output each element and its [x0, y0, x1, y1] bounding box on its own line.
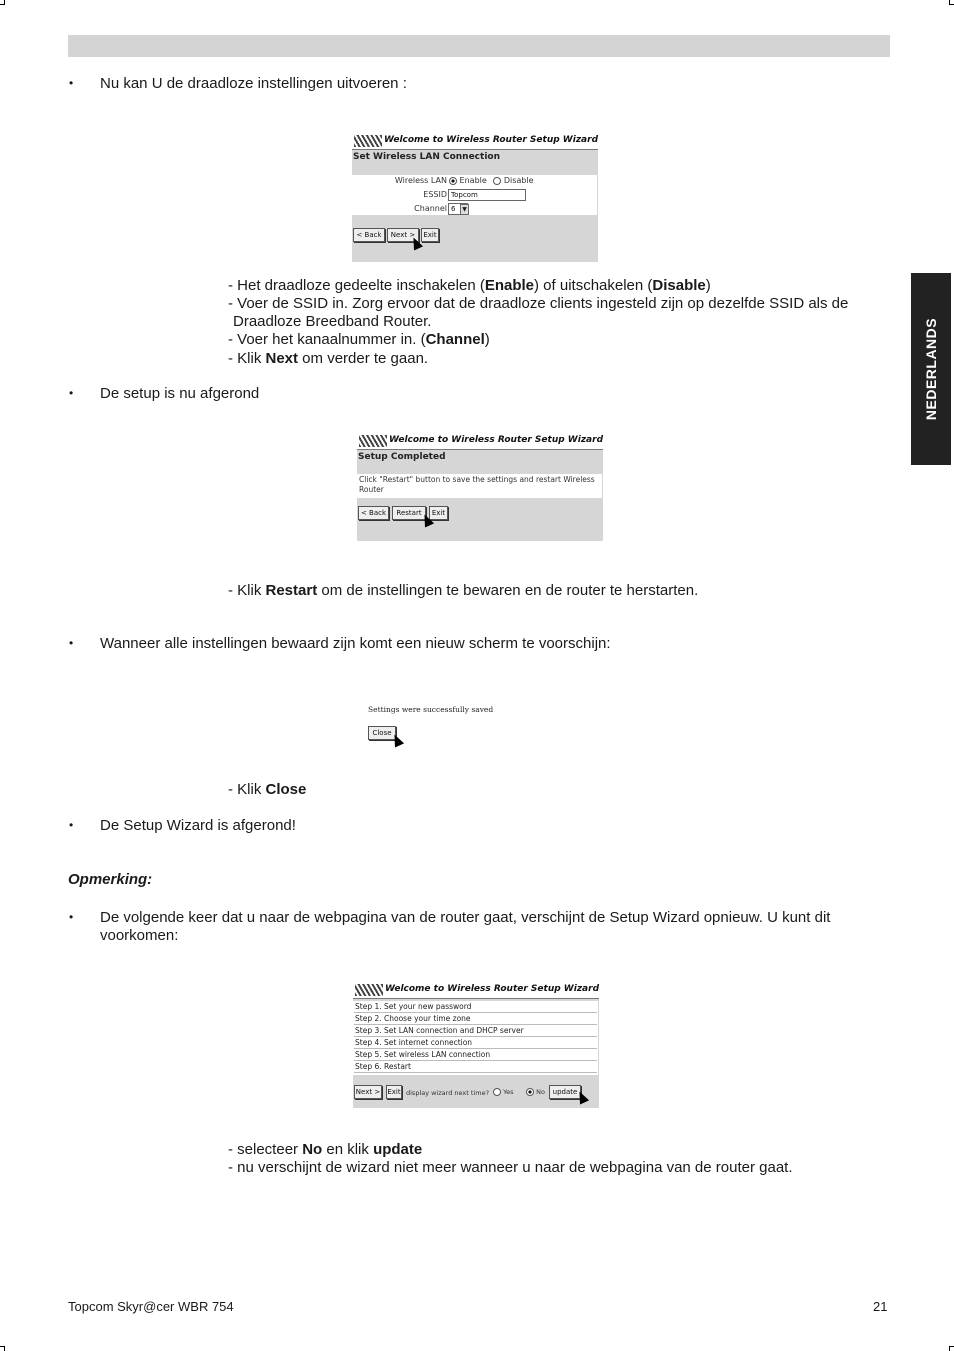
bullet-icon: • [69, 818, 74, 832]
crop-mark [0, 0, 5, 5]
saved-screen-text: Wanneer alle instellingen bewaard zijn komt een nieuw scherm te voorschijn: [100, 635, 611, 652]
wlan-label: Wireless LAN [394, 176, 447, 185]
list-item: Step 6. Restart [354, 1061, 597, 1073]
setup-done-text: De setup is nu afgerond [100, 385, 260, 402]
instruction-ssid-cont: Draadloze Breedband Router. [233, 313, 432, 330]
crop-mark [949, 0, 954, 5]
list-item: Step 2. Choose your time zone [354, 1013, 597, 1025]
instruction-wizard-hidden: - nu verschijnt de wizard niet meer wanneer u naar de webpagina van de router gaat. [228, 1159, 793, 1176]
instruction-restart: - Klik Restart om de instellingen te bewaren en de router te herstarten. [228, 582, 699, 599]
setup-completed-screenshot [357, 433, 603, 541]
list-item: Step 3. Set LAN connection and DHCP server [354, 1025, 597, 1037]
intro-text: Nu kan U de draadloze instellingen uitvoeren : [100, 75, 407, 92]
essid-label: ESSID [423, 190, 447, 199]
settings-saved-screenshot [367, 704, 507, 750]
bullet-icon: • [69, 910, 74, 924]
steps-list [353, 1001, 598, 1075]
channel-label: Channel [414, 204, 447, 213]
wizard-done-text: De Setup Wizard is afgerond! [100, 817, 296, 834]
exit-button[interactable]: Exit [386, 1085, 402, 1099]
close-button[interactable]: Close [368, 726, 396, 740]
wlan-radio-group[interactable] [449, 176, 534, 185]
enable-radio-icon[interactable] [449, 177, 457, 185]
disable-label: Disable [503, 176, 534, 185]
instruction-ssid: - Voer de SSID in. Zorg ervoor dat de draadloze clients ingesteld zijn op dezelfde SSID als de [228, 295, 849, 312]
instruction-channel: - Voer het kanaalnummer in. (Channel) [228, 331, 490, 348]
wizard-title: Welcome to Wireless Router Setup Wizard [384, 135, 599, 145]
restart-message: Click "Restart" button to save the settings and restart Wireless Router [357, 474, 602, 498]
restart-button[interactable]: Restart [392, 506, 426, 520]
note-heading: Opmerking: [68, 871, 153, 888]
wizard-steps-screenshot [353, 982, 599, 1108]
crop-mark [949, 1346, 954, 1351]
language-tab [911, 273, 951, 465]
wizard-subtitle: Setup Completed [358, 452, 446, 462]
saved-message: Settings were successfully saved [368, 705, 494, 714]
next-button[interactable]: Next > [387, 228, 419, 242]
enable-label: Enable [459, 176, 487, 185]
display-wizard-label: display wizard next time? [406, 1089, 490, 1097]
wizard-header [352, 133, 598, 150]
page-number: 21 [873, 1299, 888, 1314]
language-tab-label: NEDERLANDS [923, 317, 939, 421]
wizard-subtitle: Set Wireless LAN Connection [353, 152, 500, 162]
footer-product: Topcom Skyr@cer WBR 754 [68, 1299, 234, 1314]
yes-option[interactable]: Yes [493, 1088, 514, 1096]
instruction-select-no: - selecteer No en klik update [228, 1141, 423, 1158]
chevron-down-icon[interactable]: ▼ [460, 204, 469, 215]
instruction-next: - Klik Next om verder te gaan. [228, 350, 429, 367]
exit-button[interactable]: Exit [429, 506, 448, 520]
mouse-cursor-icon [391, 734, 402, 746]
list-item: Step 1. Set your new password [354, 1001, 597, 1013]
no-radio-icon[interactable] [526, 1088, 534, 1096]
list-item: Step 4. Set internet connection [354, 1037, 597, 1049]
disable-radio-icon[interactable] [493, 177, 501, 185]
no-option[interactable]: No [526, 1088, 545, 1096]
wizard-logo-icon [359, 435, 387, 447]
wireless-settings-screenshot [352, 133, 598, 262]
update-button[interactable]: update [549, 1085, 581, 1099]
wizard-title: Welcome to Wireless Router Setup Wizard [389, 435, 604, 445]
exit-button[interactable]: Exit [421, 228, 439, 242]
note-text: De volgende keer dat u naar de webpagina van de router gaat, verschijnt de Setup Wizard opnieuw. U kunt dit voorkomen: [100, 909, 831, 944]
mouse-cursor-icon [576, 1091, 587, 1103]
instruction-close: - Klik Close [228, 781, 307, 798]
wizard-title: Welcome to Wireless Router Setup Wizard [385, 984, 600, 994]
wlan-form [352, 175, 597, 215]
yes-radio-icon[interactable] [493, 1088, 501, 1096]
wizard-logo-icon [354, 135, 382, 147]
channel-select[interactable]: 6 [448, 203, 468, 215]
essid-input[interactable]: Topcom [448, 189, 526, 201]
bullet-icon: • [69, 386, 74, 400]
next-button[interactable]: Next > [354, 1085, 382, 1099]
bullet-icon: • [69, 76, 74, 90]
wizard-logo-icon [355, 984, 383, 996]
wizard-header [353, 982, 599, 999]
wizard-header [357, 433, 603, 450]
instruction-enable: - Het draadloze gedeelte inschakelen (Enable) of uitschakelen (Disable) [228, 277, 711, 294]
back-button[interactable]: < Back [353, 228, 385, 242]
crop-mark [0, 1346, 5, 1351]
list-item: Step 5. Set wireless LAN connection [354, 1049, 597, 1061]
header-bar [68, 35, 890, 57]
bullet-icon: • [69, 636, 74, 650]
back-button[interactable]: < Back [358, 506, 389, 520]
